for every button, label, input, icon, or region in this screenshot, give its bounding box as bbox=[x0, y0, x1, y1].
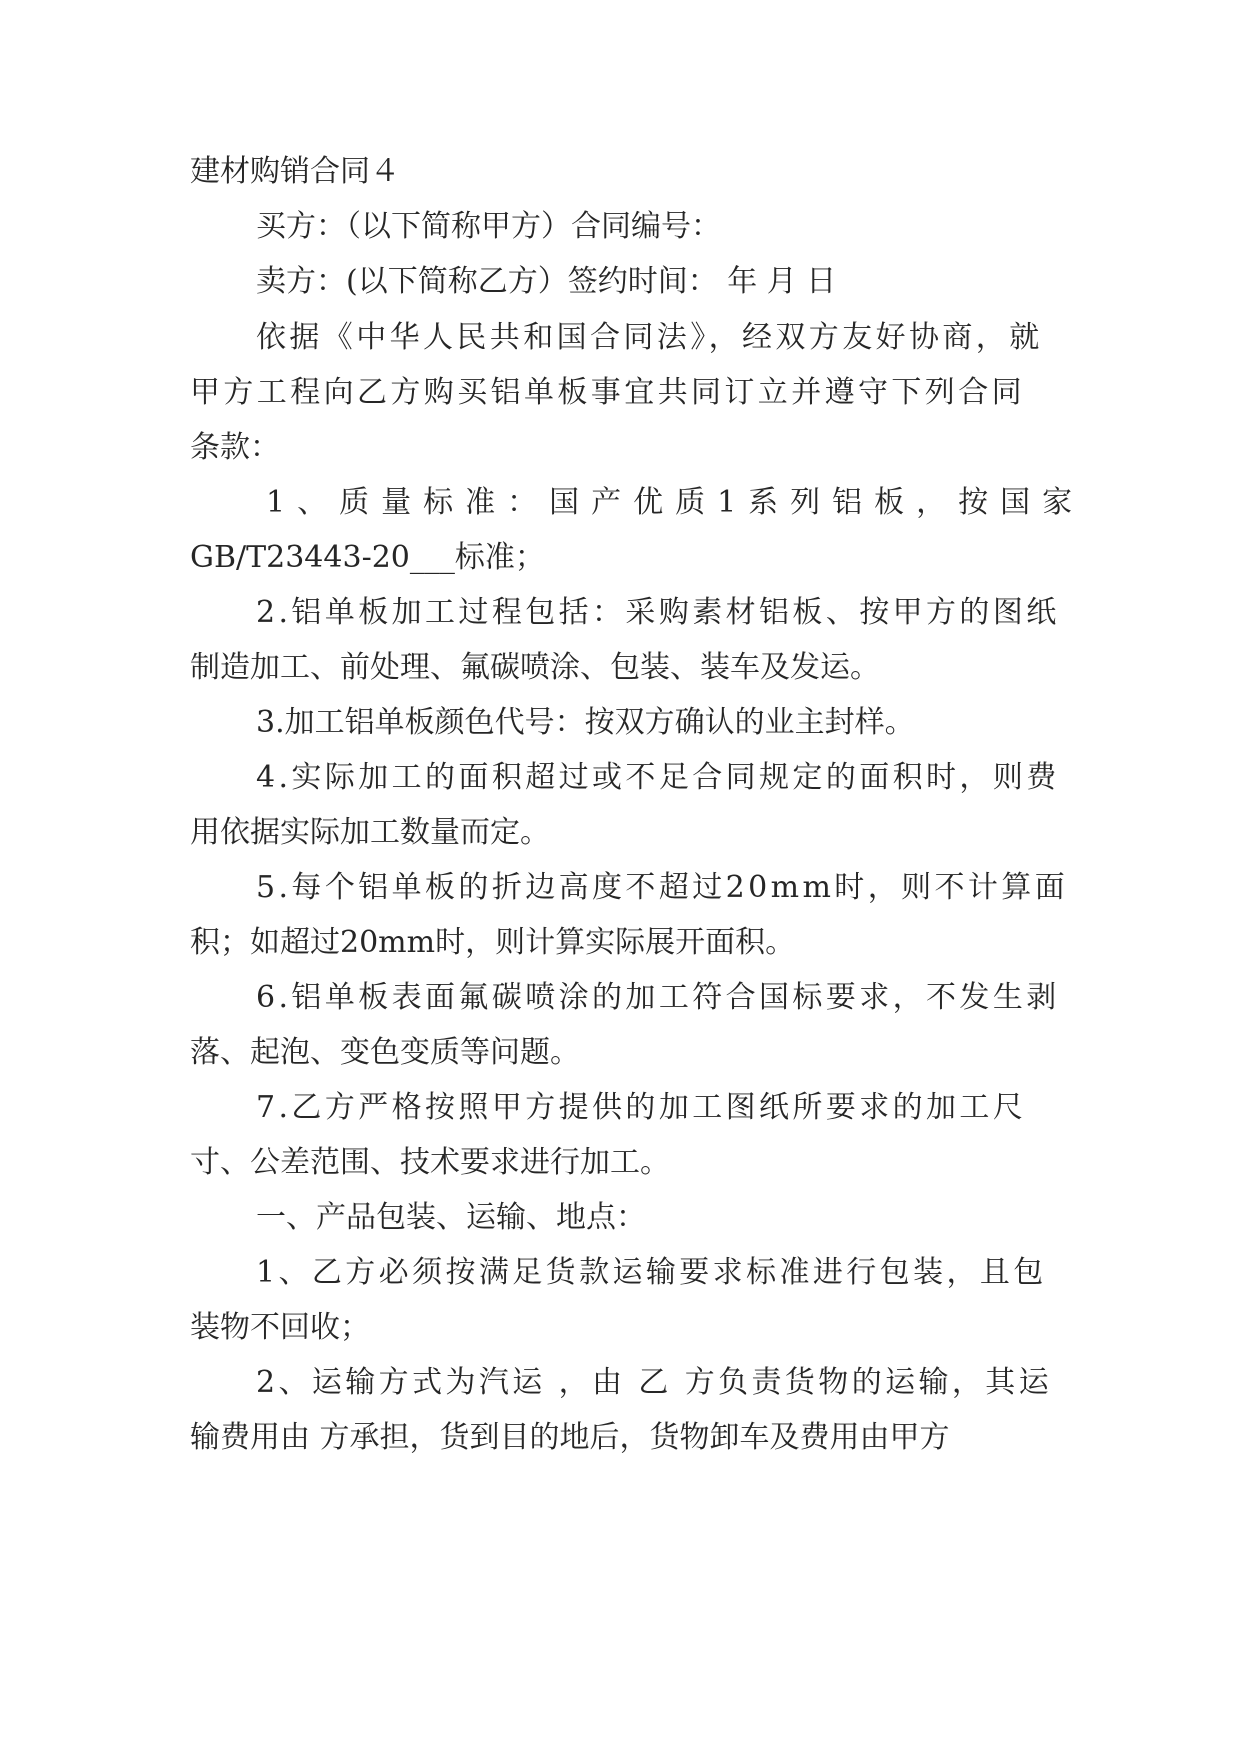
clause-line: 7.乙方严格按照甲方提供的加工图纸所要求的加工尺 bbox=[256, 1090, 1027, 1125]
clause-line: 1、乙方必须按满足货款运输要求标准进行包装，且包 bbox=[256, 1255, 1047, 1290]
document-title: 建材购销合同４ bbox=[190, 154, 400, 189]
clause-line: GB/T23443-20___标准； bbox=[190, 540, 545, 575]
clause-line: 3.加工铝单板颜色代号：按双方确认的业主封样。 bbox=[256, 705, 915, 740]
clause-line: 2.铝单板加工过程包括：采购素材铝板、按甲方的图纸 bbox=[256, 595, 1060, 630]
clause-line: 输费用由 方承担，货到目的地后，货物卸车及费用由甲方 bbox=[190, 1420, 950, 1455]
clause-line: 4.实际加工的面积超过或不足合同规定的面积时，则费 bbox=[256, 760, 1060, 795]
clause-line: 5.每个铝单板的折边高度不超过20mm时，则不计算面 bbox=[256, 870, 1069, 905]
paragraph-line: 条款： bbox=[190, 430, 280, 465]
paragraph-line: 甲方工程向乙方购买铝单板事宜共同订立并遵守下列合同 bbox=[190, 375, 1025, 410]
clause-line: 寸、公差范围、技术要求进行加工。 bbox=[190, 1145, 670, 1180]
clause-line: 用依据实际加工数量而定。 bbox=[190, 815, 550, 850]
clause-line: 2、运输方式为汽运 ，由 乙 方负责货物的运输，其运 bbox=[256, 1365, 1053, 1400]
clause-line: 制造加工、前处理、氟碳喷涂、包装、装车及发运。 bbox=[190, 650, 880, 685]
section-heading: 一、产品包装、运输、地点： bbox=[256, 1200, 646, 1235]
paragraph-line: 依据《中华人民共和国合同法》，经双方友好协商，就 bbox=[256, 320, 1043, 355]
clause-line: 6.铝单板表面氟碳喷涂的加工符合国标要求，不发生剥 bbox=[256, 980, 1060, 1015]
buyer-line: 买方：（以下简称甲方）合同编号： bbox=[256, 209, 721, 244]
clause-line: 1、质量标准：国产优质1系列铝板，按国家 bbox=[266, 485, 1085, 520]
clause-line: 落、起泡、变色变质等问题。 bbox=[190, 1035, 580, 1070]
clause-line: 装物不回收； bbox=[190, 1310, 370, 1345]
seller-line: 卖方：(以下简称乙方）签约时间： 年 月 日 bbox=[256, 264, 837, 299]
clause-line: 积；如超过20mm时，则计算实际展开面积。 bbox=[190, 925, 796, 960]
